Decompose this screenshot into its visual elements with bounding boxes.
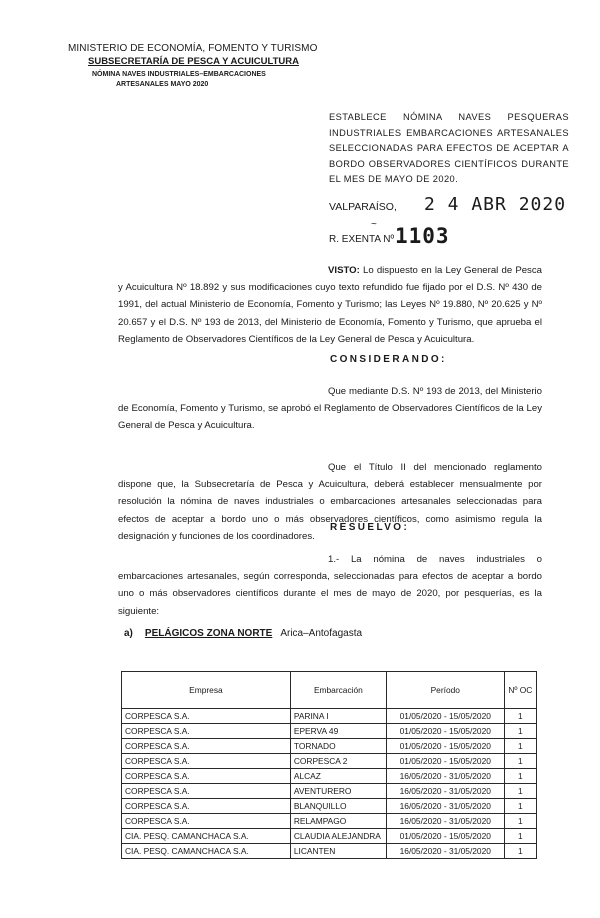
cell-empresa: CORPESCA S.A.: [122, 799, 291, 814]
header-line-4: ARTESANALES MAYO 2020: [116, 81, 209, 88]
cell-embarcacion: ALCAZ: [290, 769, 386, 784]
cell-embarcacion: PARINA I: [290, 709, 386, 724]
stamp-mark: ~: [371, 219, 377, 230]
resuelvo-paragraph-1: [118, 551, 542, 620]
considerando-text-2: Que el Título II del mencionado reglamento dispone que, la Subsecretaría de Pesca y Acuicultura, deberá establecer mensualmente por resolución la nómina de naves industriales o embarcaciones artesanales seleccionadas para efectos de aceptar a bordo uno o más observadores científicos, como asimismo regula la designación y funciones de los coordinadores.: [118, 462, 542, 542]
cell-embarcacion: LICANTEN: [290, 844, 386, 859]
cell-periodo: 01/05/2020 - 15/05/2020: [386, 724, 504, 739]
resuelvo-heading: RESUELVO:: [330, 522, 410, 533]
visto-text: Lo dispuesto en la Ley General de Pesca y Acuicultura Nº 18.892 y sus modificaciones cuyo texto refundido fue fijado por el D.S. Nº 430 de 1991, del actual Ministerio de Economía, Fomento y Turismo; las Leyes Nº 19.880, Nº 20.625 y Nº 20.657 y el D.S. Nº 193 de 2013, del Ministerio de Economía, Fomento y Turismo, que aprueba el Reglamento de Observadores Científicos de la Ley General de Pesca y Acuicultura.: [118, 265, 542, 345]
cell-oc: 1: [504, 829, 536, 844]
table-row: [122, 814, 537, 829]
resuelvo-text-1: 1.- La nómina de naves industriales o embarcaciones artesanales, según corresponda, seleccionadas para efectos de aceptar a bordo uno o más observadores científicos durante el mes de mayo de 2020, por pesquerías, es la siguiente:: [118, 554, 542, 617]
cell-oc: 1: [504, 769, 536, 784]
cell-oc: 1: [504, 844, 536, 859]
table-row: [122, 844, 537, 859]
subsecretaria-name: SUBSECRETARÍA DE PESCA Y ACUICULTURA: [88, 56, 299, 67]
cell-oc: 1: [504, 784, 536, 799]
cell-empresa: CORPESCA S.A.: [122, 784, 291, 799]
visto-heading: VISTO:: [328, 265, 360, 276]
cell-oc: 1: [504, 814, 536, 829]
table-row: [122, 754, 537, 769]
cell-oc: 1: [504, 754, 536, 769]
resolution-subject: ESTABLECE NÓMINA NAVES PESQUERAS INDUSTRIALES EMBARCACIONES ARTESANALES SELECCIONADAS PARA EFECTOS DE ACEPTAR A BORDO OBSERVADORES CIENTÍFICOS DURANTE EL MES DE MAYO DE 2020.: [329, 112, 569, 185]
cell-embarcacion: CLAUDIA ALEJANDRA: [290, 829, 386, 844]
cell-periodo: 16/05/2020 - 31/05/2020: [386, 784, 504, 799]
cell-embarcacion: EPERVA 49: [290, 724, 386, 739]
cell-embarcacion: BLANQUILLO: [290, 799, 386, 814]
cell-embarcacion: RELAMPAGO: [290, 814, 386, 829]
cell-periodo: 01/05/2020 - 15/05/2020: [386, 754, 504, 769]
considerando-heading: CONSIDERANDO:: [330, 354, 447, 365]
considerando-text-1: Que mediante D.S. Nº 193 de 2013, del Ministerio de Economía, Fomento y Turismo, se aprobó el Reglamento de Observadores Científicos de la Ley General de Pesca y Acuicultura.: [118, 386, 542, 432]
cell-embarcacion: AVENTURERO: [290, 784, 386, 799]
cell-periodo: 01/05/2020 - 15/05/2020: [386, 829, 504, 844]
cell-periodo: 01/05/2020 - 15/05/2020: [386, 739, 504, 754]
cell-oc: 1: [504, 739, 536, 754]
table-header-row: [122, 672, 537, 709]
cell-oc: 1: [504, 724, 536, 739]
cell-empresa: CORPESCA S.A.: [122, 814, 291, 829]
visto-paragraph: [118, 262, 542, 348]
table-row: [122, 784, 537, 799]
col-oc: Nº OC: [504, 672, 536, 709]
section-a-heading: [124, 628, 362, 639]
place-label: VALPARAÍSO,: [329, 201, 397, 213]
cell-embarcacion: CORPESCA 2: [290, 754, 386, 769]
section-region: Arica–Antofagasta: [280, 628, 363, 639]
table-row: [122, 724, 537, 739]
date-stamp: 2 4 ABR 2020: [424, 194, 567, 215]
section-letter: a): [124, 628, 133, 639]
cell-empresa: CORPESCA S.A.: [122, 739, 291, 754]
ministry-name: MINISTERIO DE ECONOMÍA, FOMENTO Y TURISMO: [68, 43, 318, 54]
cell-empresa: CIA. PESQ. CAMANCHACA S.A.: [122, 829, 291, 844]
header-line-3: NÓMINA NAVES INDUSTRIALES–EMBARCACIONES: [92, 71, 266, 78]
resolution-number: 1103: [395, 224, 450, 248]
table-row: [122, 769, 537, 784]
col-empresa: Empresa: [122, 672, 291, 709]
cell-empresa: CIA. PESQ. CAMANCHACA S.A.: [122, 844, 291, 859]
nomina-table: [121, 671, 537, 859]
section-title: PELÁGICOS ZONA NORTE: [144, 628, 273, 639]
considerando-paragraph-1: [118, 383, 542, 435]
cell-periodo: 16/05/2020 - 31/05/2020: [386, 799, 504, 814]
table-row: [122, 739, 537, 754]
cell-periodo: 01/05/2020 - 15/05/2020: [386, 709, 504, 724]
table-row: [122, 709, 537, 724]
col-embarcacion: Embarcación: [290, 672, 386, 709]
cell-periodo: 16/05/2020 - 31/05/2020: [386, 844, 504, 859]
table-row: [122, 829, 537, 844]
cell-periodo: 16/05/2020 - 31/05/2020: [386, 814, 504, 829]
table-row: [122, 799, 537, 814]
cell-oc: 1: [504, 709, 536, 724]
cell-periodo: 16/05/2020 - 31/05/2020: [386, 769, 504, 784]
cell-empresa: CORPESCA S.A.: [122, 754, 291, 769]
cell-embarcacion: TORNADO: [290, 739, 386, 754]
cell-empresa: CORPESCA S.A.: [122, 709, 291, 724]
resolution-number-label: R. EXENTA Nº: [329, 234, 395, 245]
col-periodo: Período: [386, 672, 504, 709]
cell-oc: 1: [504, 799, 536, 814]
cell-empresa: CORPESCA S.A.: [122, 769, 291, 784]
cell-empresa: CORPESCA S.A.: [122, 724, 291, 739]
